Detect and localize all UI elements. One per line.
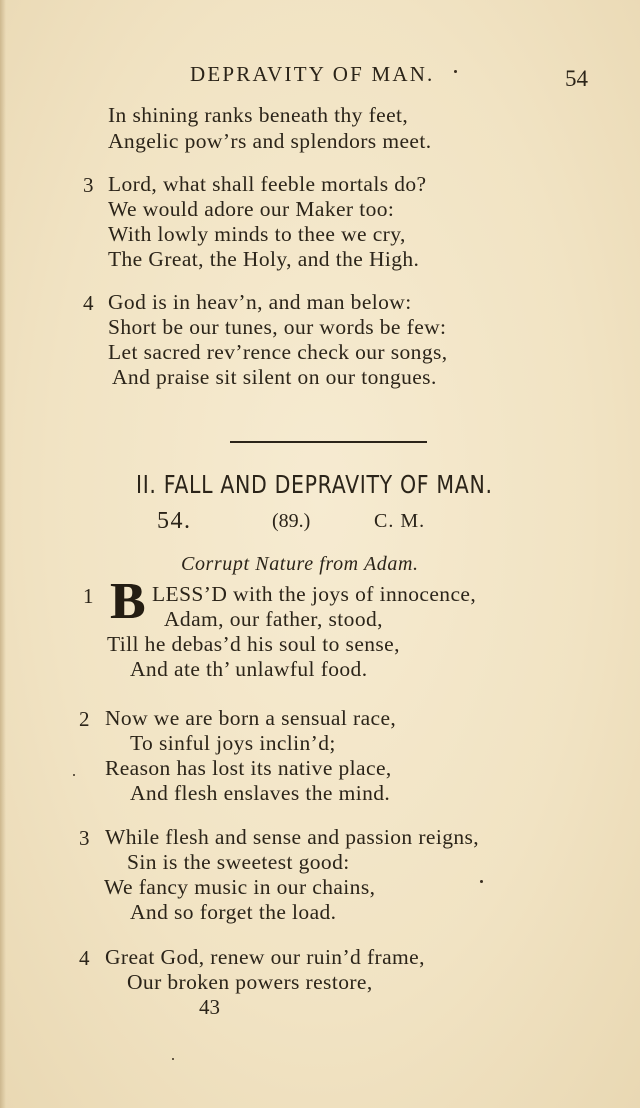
signature-number: 43 <box>199 995 220 1019</box>
verse-line: And praise sit silent on our tongues. <box>112 365 437 389</box>
running-title: DEPRAVITY OF MAN. <box>190 62 435 86</box>
verse-line: Reason has lost its native place, <box>105 756 392 780</box>
verse-line: The Great, the Holy, and the High. <box>108 247 420 271</box>
verse-line: While flesh and sense and passion reigns, <box>105 825 480 849</box>
stanza-number: 4 <box>83 291 94 315</box>
verse-line: Our broken powers restore, <box>127 970 373 994</box>
verse-line: Short be our tunes, our words be few: <box>108 315 447 339</box>
ink-speck <box>454 70 457 73</box>
ink-speck <box>480 880 483 883</box>
verse-line: Till he debas’d his soul to sense, <box>107 632 400 656</box>
hymn-subtitle: Corrupt Nature from Adam. <box>181 553 419 575</box>
verse-line: And flesh enslaves the mind. <box>130 781 391 805</box>
verse-line: In shining ranks beneath thy feet, <box>108 103 409 127</box>
verse-line: And ate th’ unlawful food. <box>130 657 368 681</box>
section-divider <box>230 441 427 443</box>
verse-line: Angelic pow’rs and splendors meet. <box>108 129 432 153</box>
page-gutter-shadow <box>0 0 6 1108</box>
hymn-reference: (89.) <box>272 510 311 532</box>
verse-line: With lowly minds to thee we cry, <box>108 222 406 246</box>
section-title: II. FALL AND DEPRAVITY OF MAN. <box>136 470 493 499</box>
verse-line: Great God, renew our ruin’d frame, <box>105 945 425 969</box>
verse-line: LESS’D with the joys of innocence, <box>152 582 477 606</box>
stanza-number: 3 <box>79 826 90 850</box>
hymn-meter: C. M. <box>374 510 426 532</box>
verse-line: We fancy music in our chains, <box>104 875 376 899</box>
verse-line: We would adore our Maker too: <box>108 197 395 221</box>
hymn-number: 54. <box>157 508 192 534</box>
verse-line: To sinful joys inclin’d; <box>130 731 336 755</box>
verse-line: God is in heav’n, and man below: <box>108 290 412 314</box>
verse-line: Let sacred rev’rence check our songs, <box>108 340 448 364</box>
verse-line: And so forget the load. <box>130 900 337 924</box>
verse-line: Lord, what shall feeble mortals do? <box>108 172 427 196</box>
verse-line: Now we are born a sensual race, <box>105 706 397 730</box>
page-number: 54 <box>565 66 588 91</box>
ink-speck <box>172 1058 174 1060</box>
verse-line: Adam, our father, stood, <box>164 607 383 631</box>
drop-cap: B <box>110 573 145 630</box>
stanza-number: 2 <box>79 707 90 731</box>
verse-line: Sin is the sweetest good: <box>127 850 350 874</box>
stanza-number: 1 <box>83 584 94 608</box>
stanza-number: 3 <box>83 173 94 197</box>
stanza-number: 4 <box>79 946 90 970</box>
ink-speck <box>73 774 75 776</box>
